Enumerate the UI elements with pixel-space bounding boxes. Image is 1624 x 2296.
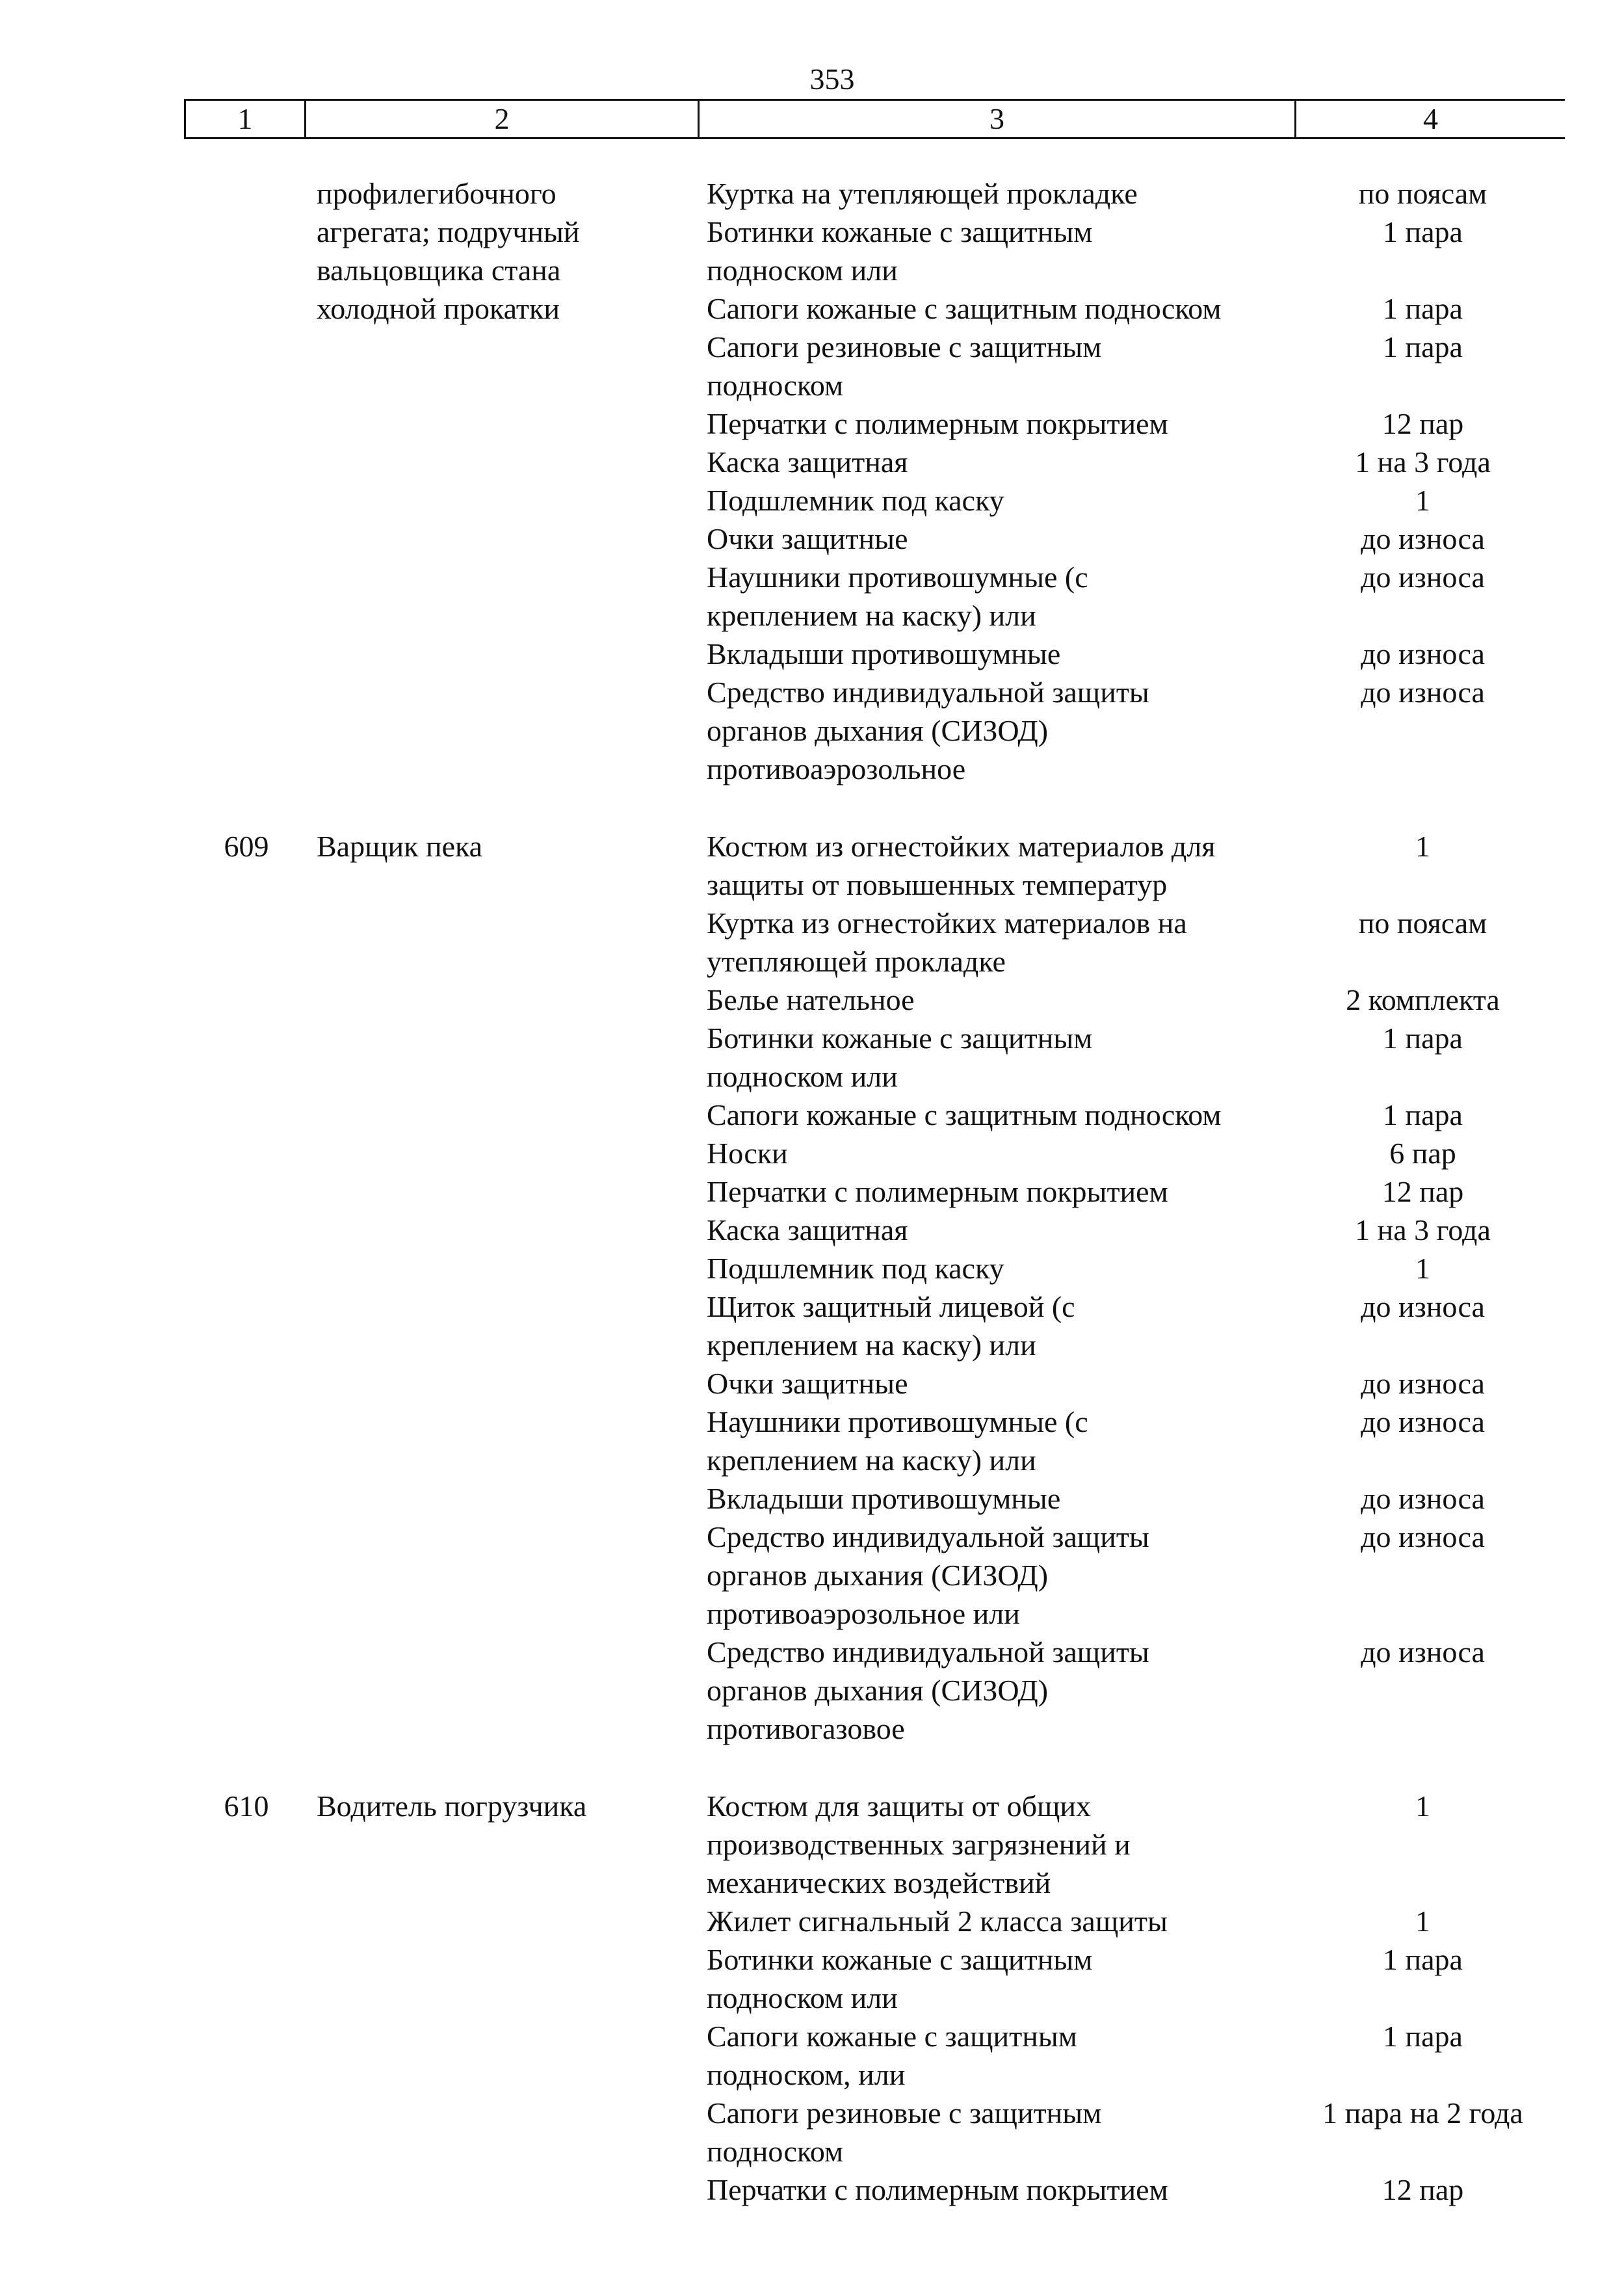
equipment-name-line: Наушники противошумные (с (707, 1405, 1088, 1438)
issue-norm: 1 (1415, 1905, 1430, 1938)
equipment-name-line: подноском или (707, 1060, 898, 1093)
page-number: 353 (809, 62, 855, 96)
equipment-name-line: Куртка на утепляющей прокладке (707, 177, 1138, 210)
issue-norm: до износа (1361, 522, 1485, 555)
table-row (694, 1211, 1557, 1249)
equipment-name (694, 981, 1289, 1019)
issue-norm: 1 на 3 года (1355, 1213, 1491, 1247)
profession-title-line: профилегибочного (317, 177, 557, 210)
issue-norm: 1 пара (1383, 2020, 1463, 2053)
equipment-name (694, 1902, 1289, 1940)
column-header-1: 1 (185, 100, 306, 139)
table-row (694, 1019, 1557, 1096)
equipment-name (694, 558, 1289, 635)
equipment-name-line: подноском или (707, 254, 898, 287)
issue-norm: 1 на 3 года (1355, 445, 1491, 479)
table-row (694, 1134, 1557, 1172)
table-row (694, 1096, 1557, 1134)
equipment-name (694, 1633, 1289, 1748)
equipment-name-line: утепляющей прокладке (707, 945, 1006, 978)
equipment-name (694, 1249, 1289, 1287)
equipment-name-line: Каска защитная (707, 1213, 908, 1247)
equipment-name-line: подноском, или (707, 2058, 906, 2091)
issue-norm: 12 пар (1382, 407, 1464, 440)
table-row (694, 404, 1557, 443)
table-row (694, 1364, 1557, 1403)
table-row (694, 174, 1557, 213)
equipment-name-line: Жилет сигнальный 2 класса защиты (707, 1905, 1168, 1938)
equipment-name-line: Носки (707, 1137, 788, 1170)
equipment-name-line: Куртка из огнестойких материалов на (707, 906, 1187, 940)
issue-norm: до износа (1361, 1520, 1485, 1553)
profession-title (302, 827, 694, 865)
equipment-name-line: креплением на каску) или (707, 599, 1036, 632)
issue-norm: 1 пара (1383, 1098, 1463, 1131)
item-number (184, 174, 302, 328)
equipment-name (694, 1479, 1289, 1518)
table-row (694, 981, 1557, 1019)
equipment-name-line: противоаэрозольное (707, 752, 966, 785)
item-number: 609 (224, 830, 269, 863)
equipment-name-line: Ботинки кожаные с защитным (707, 215, 1093, 248)
equipment-name-line: Средство индивидуальной защиты (707, 676, 1149, 709)
column-header-row (184, 99, 1565, 139)
table-row-group (184, 174, 1557, 788)
table-row (694, 1902, 1557, 1940)
table-row (694, 289, 1557, 328)
issue-norm: 12 пар (1382, 2173, 1464, 2206)
issue-norm: 12 пар (1382, 1175, 1464, 1208)
equipment-name-line: Каска защитная (707, 445, 908, 479)
table-row (694, 1479, 1557, 1518)
equipment-name-line: подноском (707, 2135, 844, 2168)
equipment-name-line: Костюм из огнестойких материалов для (707, 830, 1216, 863)
equipment-name (694, 1518, 1289, 1633)
table-row (694, 673, 1557, 788)
equipment-name-line: Перчатки с полимерным покрытием (707, 2173, 1168, 2206)
equipment-name (694, 289, 1289, 328)
table-row (694, 213, 1557, 289)
column-header-2: 2 (306, 100, 699, 139)
equipment-name-line: Перчатки с полимерным покрытием (707, 407, 1168, 440)
equipment-name-line: Белье нательное (707, 983, 915, 1016)
equipment-name (694, 328, 1289, 404)
equipment-name-line: Вкладыши противошумные (707, 637, 1061, 670)
table-body (184, 174, 1557, 2248)
table-row (694, 1940, 1557, 2017)
equipment-name-line: органов дыхания (СИЗОД) (707, 1559, 1049, 1592)
equipment-name-line: подноском (707, 369, 844, 402)
equipment-name (694, 2171, 1289, 2209)
table-row (694, 1287, 1557, 1364)
equipment-name (694, 1940, 1289, 2017)
issue-norm: 1 (1415, 1252, 1430, 1285)
equipment-name (694, 1403, 1289, 1479)
equipment-name-line: Сапоги кожаные с защитным подноском (707, 292, 1222, 325)
table-row (694, 1403, 1557, 1479)
equipment-name (694, 404, 1289, 443)
issue-norm: до износа (1361, 676, 1485, 709)
issue-norm: 1 пара (1383, 1022, 1463, 1055)
issue-norm: 1 (1415, 1789, 1430, 1823)
equipment-name-line: Костюм для защиты от общих (707, 1789, 1092, 1823)
table-row (694, 2017, 1557, 2094)
issue-norm: до износа (1361, 1482, 1485, 1515)
equipment-name (694, 2094, 1289, 2171)
issue-norm: до износа (1361, 637, 1485, 670)
table-row (694, 520, 1557, 558)
equipment-name (694, 481, 1289, 520)
issue-norm: до износа (1361, 1405, 1485, 1438)
issue-norm: 1 пара (1383, 1943, 1463, 1976)
table-row (694, 1633, 1557, 1748)
equipment-name-line: органов дыхания (СИЗОД) (707, 1674, 1049, 1707)
issue-norm: 2 комплекта (1346, 983, 1500, 1016)
equipment-name (694, 520, 1289, 558)
equipment-name-line: органов дыхания (СИЗОД) (707, 714, 1049, 747)
issue-norm: по поясам (1358, 906, 1487, 940)
issue-norm: до износа (1361, 561, 1485, 594)
equipment-name-line: Очки защитные (707, 1367, 908, 1400)
equipment-name (694, 443, 1289, 481)
profession-title-line: вальцовщика стана (317, 254, 561, 287)
issue-norm: 1 (1415, 830, 1430, 863)
profession-title-line: Варщик пека (317, 830, 483, 863)
equipment-name-line: Сапоги кожаные с защитным (707, 2020, 1077, 2053)
issue-norm: 1 (1415, 484, 1430, 517)
equipment-name-line: подноском или (707, 1981, 898, 2014)
equipment-name (694, 1211, 1289, 1249)
equipment-name (694, 174, 1289, 213)
equipment-name-line: Средство индивидуальной защиты (707, 1520, 1149, 1553)
equipment-name (694, 1364, 1289, 1403)
equipment-name (694, 1134, 1289, 1172)
issue-norm: 1 пара (1383, 292, 1463, 325)
issue-norm: 1 пара (1383, 330, 1463, 363)
equipment-name (694, 2017, 1289, 2094)
equipment-name (694, 213, 1289, 289)
equipment-name-line: противогазовое (707, 1712, 905, 1745)
equipment-name-line: механических воздействий (707, 1866, 1051, 1899)
issue-norm: 1 пара (1383, 215, 1463, 248)
equipment-name-line: Сапоги резиновые с защитным (707, 330, 1102, 363)
equipment-name-line: Ботинки кожаные с защитным (707, 1022, 1093, 1055)
equipment-name-line: производственных загрязнений и (707, 1828, 1131, 1861)
equipment-name (694, 827, 1289, 904)
profession-title-line: холодной прокатки (317, 292, 560, 325)
profession-title (302, 1787, 694, 1825)
table-row (694, 2171, 1557, 2209)
column-header-3: 3 (699, 100, 1296, 139)
equipment-name-line: креплением на каску) или (707, 1444, 1036, 1477)
issue-norm: по поясам (1358, 177, 1487, 210)
table-row (694, 1172, 1557, 1211)
equipment-name (694, 1019, 1289, 1096)
equipment-name (694, 1787, 1289, 1902)
profession-title-line: агрегата; подручный (317, 215, 580, 248)
item-number: 610 (224, 1789, 269, 1823)
equipment-name-line: защиты от повышенных температур (707, 868, 1168, 901)
equipment-name-line: Ботинки кожаные с защитным (707, 1943, 1093, 1976)
table-row (694, 635, 1557, 673)
equipment-name-line: Сапоги резиновые с защитным (707, 2096, 1102, 2130)
table-row (694, 827, 1557, 904)
equipment-name (694, 1096, 1289, 1134)
issue-norm: до износа (1361, 1290, 1485, 1323)
column-header-4: 4 (1296, 100, 1565, 139)
table-row (694, 1249, 1557, 1287)
issue-norm: 1 пара на 2 года (1322, 2096, 1523, 2130)
equipment-name (694, 1287, 1289, 1364)
equipment-name (694, 904, 1289, 981)
table-row (694, 328, 1557, 404)
profession-title-line: Водитель погрузчика (317, 1789, 587, 1823)
issue-norm: до износа (1361, 1367, 1485, 1400)
profession-title (302, 174, 694, 328)
table-row (694, 443, 1557, 481)
issue-norm: до износа (1361, 1635, 1485, 1669)
equipment-name-line: противоаэрозольное или (707, 1597, 1020, 1630)
table-row-group (184, 1787, 1557, 2209)
equipment-name-line: Подшлемник под каску (707, 484, 1004, 517)
table-row (694, 904, 1557, 981)
equipment-name-line: Перчатки с полимерным покрытием (707, 1175, 1168, 1208)
table-row-group (184, 827, 1557, 1748)
issue-norm: 6 пар (1389, 1137, 1456, 1170)
equipment-name-line: креплением на каску) или (707, 1328, 1036, 1362)
table-row (694, 481, 1557, 520)
table-row (694, 2094, 1557, 2171)
equipment-name-line: Подшлемник под каску (707, 1252, 1004, 1285)
equipment-name (694, 673, 1289, 788)
table-row (694, 1518, 1557, 1633)
equipment-name-line: Средство индивидуальной защиты (707, 1635, 1149, 1669)
table-row (694, 1787, 1557, 1902)
equipment-name-line: Щиток защитный лицевой (с (707, 1290, 1075, 1323)
equipment-name-line: Вкладыши противошумные (707, 1482, 1061, 1515)
equipment-name (694, 635, 1289, 673)
equipment-name-line: Очки защитные (707, 522, 908, 555)
equipment-name-line: Наушники противошумные (с (707, 561, 1088, 594)
table-row (694, 558, 1557, 635)
equipment-name-line: Сапоги кожаные с защитным подноском (707, 1098, 1222, 1131)
equipment-name (694, 1172, 1289, 1211)
